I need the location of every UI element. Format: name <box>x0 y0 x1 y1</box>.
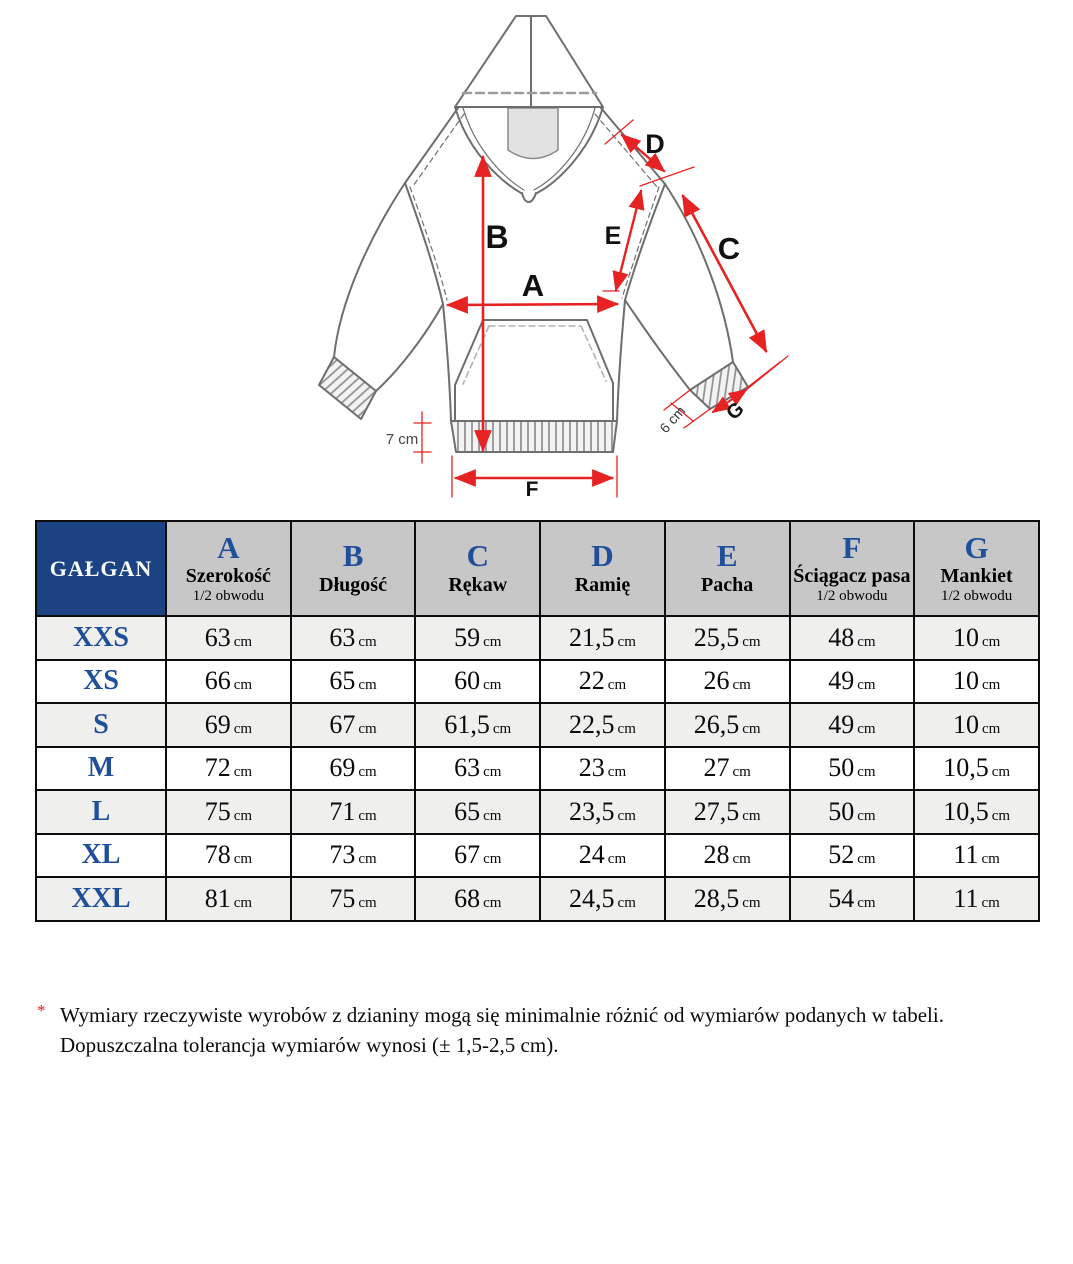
value-cell: 22 cm <box>540 660 665 704</box>
pocket <box>455 320 613 420</box>
table-row-xs <box>36 660 1039 704</box>
table-row-xl <box>36 834 1039 878</box>
value-cell: 54 cm <box>790 877 915 921</box>
size-cell: S <box>36 703 166 747</box>
value-cell: 78 cm <box>166 834 291 878</box>
waistband <box>451 421 617 452</box>
column-subtitle: 1/2 obwodu <box>940 588 1013 605</box>
label-cuff-height: 6 cm <box>656 402 689 436</box>
size-cell: XXL <box>36 877 166 921</box>
value-cell: 10 cm <box>914 703 1039 747</box>
value-cell: 72 cm <box>166 747 291 791</box>
label-A: A <box>521 268 545 303</box>
size-cell: M <box>36 747 166 791</box>
tolerance-footnote <box>35 1000 1035 1060</box>
column-subtitle: 1/2 obwodu <box>816 588 888 605</box>
right-cuff <box>690 362 748 409</box>
size-cell: XS <box>36 660 166 704</box>
hood-inner-panel <box>508 108 558 159</box>
value-cell: 11 cm <box>914 877 1039 921</box>
value-cell: 26 cm <box>665 660 790 704</box>
value-cell: 63 cm <box>415 747 540 791</box>
hoodie-measurement-diagram <box>0 0 1073 512</box>
column-name: Pacha <box>701 573 754 596</box>
value-cell: 63 cm <box>166 616 291 660</box>
value-cell: 48 cm <box>790 616 915 660</box>
value-cell: 52 cm <box>790 834 915 878</box>
value-cell: 68 cm <box>415 877 540 921</box>
value-cell: 81 cm <box>166 877 291 921</box>
brand-cell: GAŁGAN <box>36 521 166 616</box>
column-letter: E <box>716 538 738 574</box>
column-name: Rękaw <box>448 573 508 596</box>
size-table <box>35 520 1040 922</box>
value-cell: 75 cm <box>291 877 416 921</box>
size-cell: XXS <box>36 616 166 660</box>
column-name: Ramię <box>574 573 631 596</box>
value-cell: 69 cm <box>166 703 291 747</box>
column-letter: C <box>466 538 489 574</box>
column-header-g <box>914 521 1039 616</box>
value-cell: 27,5 cm <box>665 790 790 834</box>
value-cell: 22,5 cm <box>540 703 665 747</box>
value-cell: 11 cm <box>914 834 1039 878</box>
value-cell: 73 cm <box>291 834 416 878</box>
value-cell: 10 cm <box>914 616 1039 660</box>
column-name: Szerokość <box>185 565 271 588</box>
value-cell: 65 cm <box>415 790 540 834</box>
value-cell: 49 cm <box>790 703 915 747</box>
size-cell: XL <box>36 834 166 878</box>
size-cell: L <box>36 790 166 834</box>
hoodie-outline <box>319 16 748 452</box>
footnote-line2: Dopuszczalna tolerancja wymiarów wynosi (± 1,5-2,5 cm). <box>60 1033 559 1057</box>
value-cell: 59 cm <box>415 616 540 660</box>
column-letter: D <box>591 538 614 574</box>
value-cell: 61,5 cm <box>415 703 540 747</box>
column-letter: G <box>964 529 989 565</box>
value-cell: 67 cm <box>291 703 416 747</box>
label-B: B <box>485 219 509 255</box>
value-cell: 10 cm <box>914 660 1039 704</box>
value-cell: 26,5 cm <box>665 703 790 747</box>
value-cell: 60 cm <box>415 660 540 704</box>
table-row-s <box>36 703 1039 747</box>
value-cell: 50 cm <box>790 790 915 834</box>
value-cell: 25,5 cm <box>665 616 790 660</box>
arrow-A <box>448 304 617 305</box>
value-cell: 69 cm <box>291 747 416 791</box>
table-row-xxs <box>36 616 1039 660</box>
footnote-asterisk: * <box>37 1001 46 1020</box>
value-cell: 67 cm <box>415 834 540 878</box>
header-row <box>36 521 1039 616</box>
column-header-d <box>540 521 665 616</box>
value-cell: 75 cm <box>166 790 291 834</box>
value-cell: 23,5 cm <box>540 790 665 834</box>
column-header-a <box>166 521 291 616</box>
value-cell: 23 cm <box>540 747 665 791</box>
label-F: F <box>525 478 539 501</box>
column-name: Długość <box>319 573 387 596</box>
column-letter: A <box>217 529 240 565</box>
footnote-line1: Wymiary rzeczywiste wyrobów z dzianiny mogą się minimalnie różnić od wymiarów podanych w tabeli. <box>60 1003 944 1027</box>
label-E: E <box>604 222 622 250</box>
column-letter: F <box>842 529 862 565</box>
value-cell: 65 cm <box>291 660 416 704</box>
column-subtitle: 1/2 obwodu <box>192 588 264 605</box>
value-cell: 28,5 cm <box>665 877 790 921</box>
left-cuff <box>319 357 376 419</box>
value-cell: 24 cm <box>540 834 665 878</box>
arrow-C <box>683 196 766 351</box>
pocket-stitch-lines <box>463 326 606 384</box>
value-cell: 21,5 cm <box>540 616 665 660</box>
value-cell: 71 cm <box>291 790 416 834</box>
column-letter: B <box>342 538 364 574</box>
value-cell: 27 cm <box>665 747 790 791</box>
value-cell: 28 cm <box>665 834 790 878</box>
column-name: Ściągacz pasa <box>793 565 911 588</box>
column-header-e <box>665 521 790 616</box>
value-cell: 66 cm <box>166 660 291 704</box>
table-row-xxl <box>36 877 1039 921</box>
value-cell: 24,5 cm <box>540 877 665 921</box>
value-cell: 49 cm <box>790 660 915 704</box>
column-header-b <box>291 521 416 616</box>
column-header-f <box>790 521 915 616</box>
value-cell: 50 cm <box>790 747 915 791</box>
table-row-m <box>36 747 1039 791</box>
label-C: C <box>717 231 741 266</box>
column-header-c <box>415 521 540 616</box>
table-row-l <box>36 790 1039 834</box>
label-G: G <box>722 397 749 425</box>
label-D: D <box>645 129 665 159</box>
value-cell: 63 cm <box>291 616 416 660</box>
value-cell: 10,5 cm <box>914 790 1039 834</box>
label-waistband-height: 7 cm <box>385 431 419 448</box>
column-name: Mankiet <box>940 565 1013 588</box>
value-cell: 10,5 cm <box>914 747 1039 791</box>
